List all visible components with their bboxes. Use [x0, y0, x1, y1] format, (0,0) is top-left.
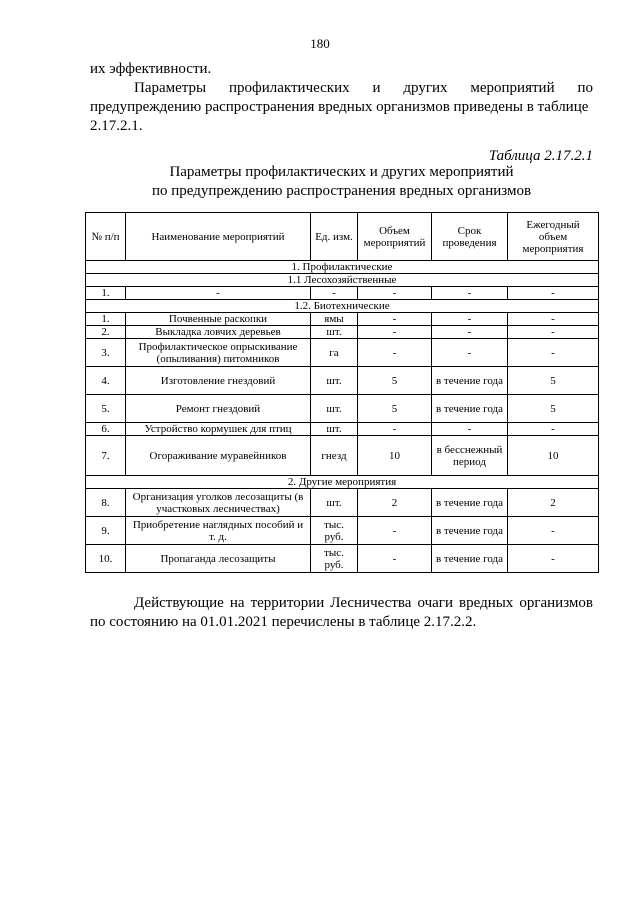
cell-volume: - [358, 287, 432, 300]
cell-unit: гнезд [311, 436, 358, 476]
cell-number: 1. [86, 313, 126, 326]
intro-line-3: предупреждению распространения вредных организмов приведены в таблице [90, 99, 589, 115]
cell-name: Организация уголков лесозащиты (в участковых лесничествах) [126, 489, 311, 517]
table-row [86, 545, 599, 573]
cell-volume: - [358, 326, 432, 339]
cell-term: - [432, 326, 508, 339]
cell-unit: - [311, 287, 358, 300]
cell-volume: - [358, 313, 432, 326]
table-row [86, 313, 599, 326]
cell-name: Ремонт гнездовий [126, 395, 311, 423]
table-row [86, 423, 599, 436]
cell-unit: шт. [311, 489, 358, 517]
cell-volume: - [358, 423, 432, 436]
cell-name: - [126, 287, 311, 300]
cell-annual: 2 [508, 489, 599, 517]
cell-name: Почвенные раскопки [126, 313, 311, 326]
cell-term: - [432, 423, 508, 436]
cell-term: в бесснежный период [432, 436, 508, 476]
table-row [86, 339, 599, 367]
page-number: 180 [310, 36, 330, 51]
section-title: 1.1 Лесохозяйственные [86, 274, 599, 287]
cell-number: 1. [86, 287, 126, 300]
cell-annual: 5 [508, 367, 599, 395]
cell-unit: шт. [311, 326, 358, 339]
table-row [86, 436, 599, 476]
cell-number: 5. [86, 395, 126, 423]
cell-term: в течение года [432, 395, 508, 423]
header-volume: Объем мероприятий [358, 213, 432, 261]
cell-annual: - [508, 326, 599, 339]
table-row [86, 395, 599, 423]
cell-annual: - [508, 313, 599, 326]
cell-annual: - [508, 517, 599, 545]
cell-number: 2. [86, 326, 126, 339]
cell-name: Изготовление гнездовий [126, 367, 311, 395]
cell-unit: тыс. руб. [311, 517, 358, 545]
cell-volume: - [358, 517, 432, 545]
cell-name: Устройство кормушек для птиц [126, 423, 311, 436]
outro-line-2: по состоянию на 01.01.2021 перечислены в таблице 2.17.2.2. [90, 614, 477, 630]
cell-name: Приобретение наглядных пособий и т. д. [126, 517, 311, 545]
intro-line-2: Параметры профилактических и других мероприятий по [134, 80, 593, 96]
header-number: № п/п [86, 213, 126, 261]
cell-unit: га [311, 339, 358, 367]
cell-number: 8. [86, 489, 126, 517]
cell-term: - [432, 339, 508, 367]
table-row [86, 367, 599, 395]
section-title: 1.2. Биотехнические [86, 300, 599, 313]
cell-number: 7. [86, 436, 126, 476]
table-caption-line-1: Параметры профилактических и других мероприятий [169, 164, 514, 180]
cell-volume: 10 [358, 436, 432, 476]
cell-unit: ямы [311, 313, 358, 326]
cell-term: в течение года [432, 489, 508, 517]
cell-term: - [432, 313, 508, 326]
header-annual-volume: Ежегодный объем мероприятия [508, 213, 599, 261]
cell-volume: 2 [358, 489, 432, 517]
cell-name: Пропаганда лесозащиты [126, 545, 311, 573]
cell-annual: - [508, 423, 599, 436]
table-row [86, 489, 599, 517]
cell-number: 10. [86, 545, 126, 573]
cell-annual: 5 [508, 395, 599, 423]
header-term: Срок проведения [432, 213, 508, 261]
table-caption-line-2: по предупреждению распространения вредных организмов [151, 183, 532, 199]
cell-annual: 10 [508, 436, 599, 476]
intro-line-1: их эффективности. [90, 61, 212, 77]
cell-unit: тыс. руб. [311, 545, 358, 573]
outro-line-1: Действующие на территории Лесничества очаги вредных организмов [134, 595, 593, 611]
intro-line-4: 2.17.2.1. [90, 118, 143, 134]
section-row [86, 274, 599, 287]
table-row [86, 326, 599, 339]
header-name: Наименование мероприятий [126, 213, 311, 261]
cell-volume: - [358, 545, 432, 573]
header-unit: Ед. изм. [311, 213, 358, 261]
cell-term: в течение года [432, 367, 508, 395]
cell-number: 9. [86, 517, 126, 545]
cell-term: в течение года [432, 545, 508, 573]
cell-number: 6. [86, 423, 126, 436]
cell-name: Огораживание муравейников [126, 436, 311, 476]
table-header-row [86, 213, 599, 261]
cell-volume: - [358, 339, 432, 367]
cell-annual: - [508, 287, 599, 300]
cell-name: Выкладка ловчих деревьев [126, 326, 311, 339]
cell-volume: 5 [358, 367, 432, 395]
cell-volume: 5 [358, 395, 432, 423]
cell-annual: - [508, 339, 599, 367]
cell-term: в течение года [432, 517, 508, 545]
table-row [86, 517, 599, 545]
section-row [86, 261, 599, 274]
cell-unit: шт. [311, 423, 358, 436]
table-label: Таблица 2.17.2.1 [488, 148, 593, 164]
cell-unit: шт. [311, 395, 358, 423]
section-title: 2. Другие мероприятия [86, 476, 599, 489]
cell-term: - [432, 287, 508, 300]
cell-name: Профилактическое опрыскивание (опыливания) питомников [126, 339, 311, 367]
section-title: 1. Профилактические [86, 261, 599, 274]
measures-table [85, 212, 599, 573]
cell-annual: - [508, 545, 599, 573]
cell-number: 4. [86, 367, 126, 395]
table-row [86, 287, 599, 300]
cell-unit: шт. [311, 367, 358, 395]
section-row [86, 300, 599, 313]
cell-number: 3. [86, 339, 126, 367]
section-row [86, 476, 599, 489]
